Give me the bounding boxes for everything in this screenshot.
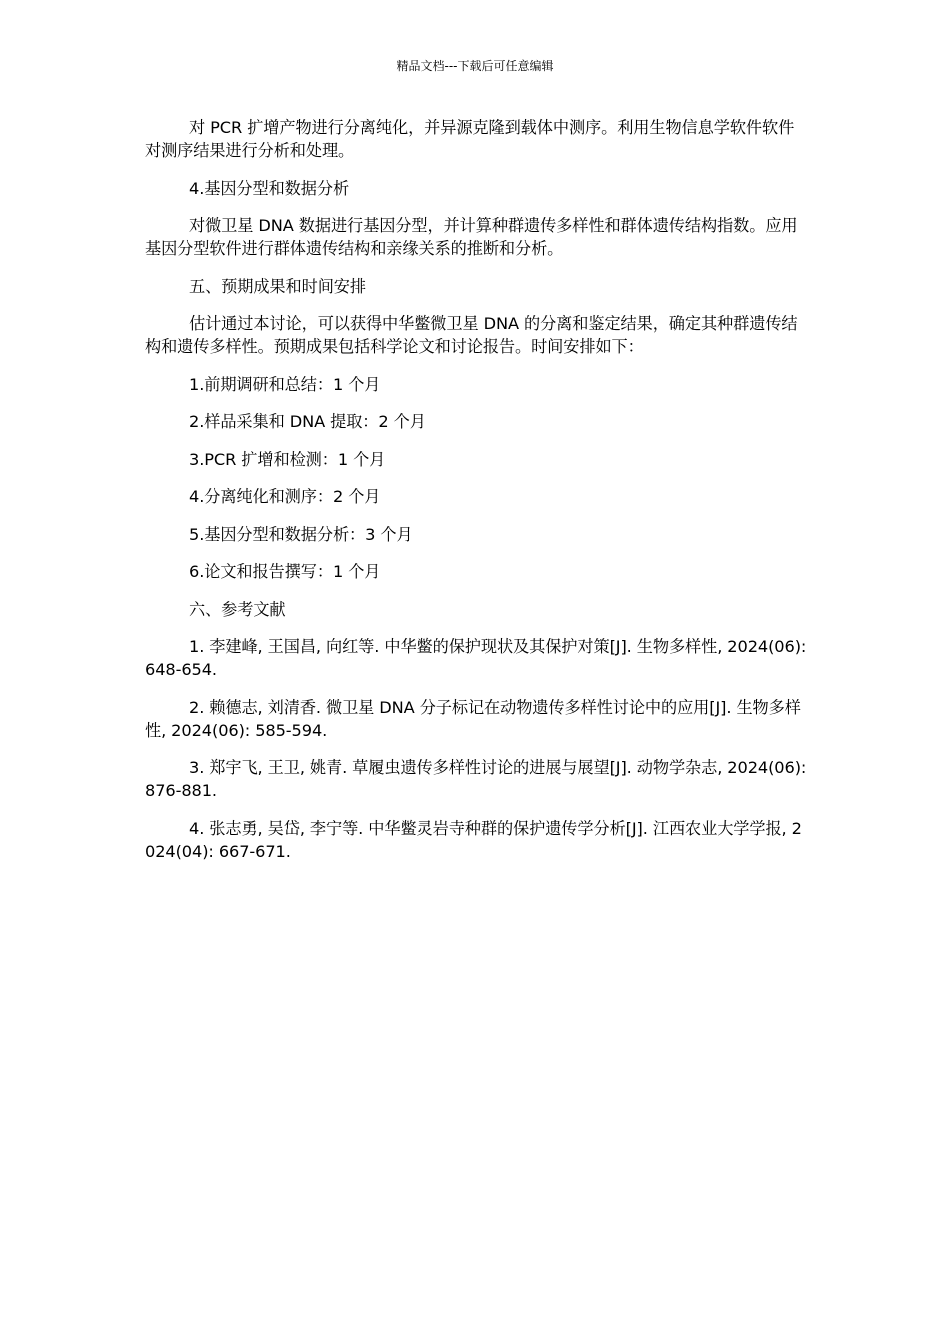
schedule-item-3: 3.PCR 扩增和检测：1 个月 (189, 449, 386, 469)
paragraph-genotyping: 对微卫星 DNA 数据进行基因分型，并计算种群遗传多样性和群体遗传结构指数。应用基因分型软件进行群体遗传结构和亲缘关系的推断和分析。 (145, 216, 798, 258)
paragraph-expected-results: 估计通过本讨论，可以获得中华鳖微卫星 DNA 的分离和鉴定结果，确定其种群遗传结构和遗传多样性。预期成果包括科学论文和讨论报告。时间安排如下： (145, 314, 798, 356)
document-body (145, 116, 810, 877)
reference-item-1: 1. 李建峰, 王国昌, 向红等. 中华鳖的保护现状及其保护对策[J]. 生物多样性, 2024(06): 648-654. (145, 637, 807, 679)
heading-genotyping: 4.基因分型和数据分析 (189, 178, 350, 198)
section-heading-references: 六、参考文献 (189, 599, 286, 619)
reference-item-2: 2. 赖德志, 刘清香. 微卫星 DNA 分子标记在动物遗传多样性讨论中的应用[J]. 生物多样性, 2024(06): 585-594. (145, 697, 801, 740)
schedule-item-2: 2.样品采集和 DNA 提取：2 个月 (189, 412, 426, 431)
reference-item-3: 3. 郑宇飞, 王卫, 姚青. 草履虫遗传多样性讨论的进展与展望[J]. 动物学杂志, 2024(06): 876-881. (145, 758, 807, 800)
section-heading-expected-results: 五、预期成果和时间安排 (189, 276, 366, 296)
schedule-item-4: 4.分离纯化和测序：2 个月 (189, 487, 381, 506)
schedule-item-6: 6.论文和报告撰写：1 个月 (189, 562, 381, 581)
schedule-item-5: 5.基因分型和数据分析：3 个月 (189, 524, 413, 544)
reference-item-4: 4. 张志勇, 吴岱, 李宁等. 中华鳖灵岩寺种群的保护遗传学分析[J]. 江西农业大学学报, 2024(04): 667-671. (145, 818, 802, 861)
schedule-item-1: 1.前期调研和总结：1 个月 (189, 374, 381, 394)
paragraph-sequencing: 对 PCR 扩增产物进行分离纯化，并异源克隆到载体中测序。利用生物信息学软件软件对测序结果进行分析和处理。 (145, 118, 795, 160)
page-header: 精品文档---下载后可任意编辑 (396, 59, 554, 73)
